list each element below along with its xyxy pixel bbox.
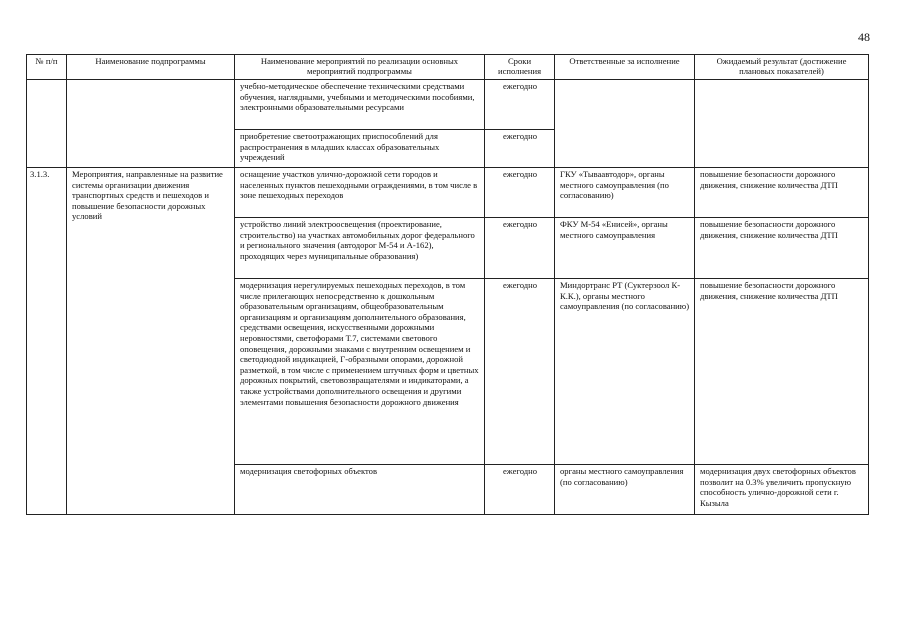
row-subprogram-cell [67,80,235,168]
table-row [27,80,869,130]
row-responsible: органы местного самоуправления (по согласованию) [555,465,695,515]
header-responsible: Ответственные за исполнение [555,55,695,80]
row-result-cell [695,80,869,168]
row-subprogram: Мероприятия, направленные на развитие системы организации движения транспортных средств и пешеходов и повышение безопасности дорожных условий [67,168,235,515]
row-activity: приобретение светоотражающих приспособлений для распространения в младших классах образовательных учреждений [235,130,485,168]
row-responsible: ГКУ «Тываавтодор», органы местного самоуправления (по согласованию) [555,168,695,218]
row-term: ежегодно [485,80,555,130]
row-term: ежегодно [485,218,555,279]
row-responsible-cell [555,80,695,168]
header-subprogram: Наименование подпрограммы [67,55,235,80]
page-number: 48 [858,30,870,44]
table-header-row [27,55,869,80]
row-responsible: Миндортранс РТ (Суктерзоол К-К.К.), органы местного самоуправления (по согласованию) [555,279,695,465]
row-activity: модернизация светофорных объектов [235,465,485,515]
row-activity: модернизация нерегулируемых пешеходных переходов, в том числе прилегающих непосредственно к дошкольным образовательным организациям, общеобразовательным организациям и организациям дополнительного образования, средствами освещения, искусственными дорожными неровностями, светофорами Т.7, системами светового оповещения, дорожными знаками с внутренним освещением и светодиодной индикацией, Г-образными опорами, дорожной разметкой, в том числе с применением штучных форм и цветных дорожных покрытий, световозвращателями и индикаторами, а также устройствами дополнительного освещения и другими элементами повышения безопасности дорожного движения [235,279,485,465]
row-activity: учебно-методическое обеспечение техническими средствами обучения, наглядными, учебными и методическими пособиями, электронными образовательными ресурсами [235,80,485,130]
subprogram-activities-table [26,54,869,515]
row-term: ежегодно [485,130,555,168]
header-num: № п/п [27,55,67,80]
row-responsible: ФКУ М-54 «Енисей», органы местного самоуправления [555,218,695,279]
row-result: повышение безопасности дорожного движения, снижение количества ДТП [695,168,869,218]
header-result: Ожидаемый результат (достижение плановых показателей) [695,55,869,80]
header-activity: Наименование мероприятий по реализации основных мероприятий подпрограммы [235,55,485,80]
header-term: Сроки исполнения [485,55,555,80]
row-result: повышение безопасности дорожного движения, снижение количества ДТП [695,218,869,279]
row-activity: оснащение участков улично-дорожной сети городов и населенных пунктов пешеходными ограждениями, в том числе в зоне пешеходных переходов [235,168,485,218]
row-result: повышение безопасности дорожного движения, снижение количества ДТП [695,279,869,465]
row-num: 3.1.3. [27,168,67,515]
row-term: ежегодно [485,279,555,465]
row-term: ежегодно [485,465,555,515]
row-result: модернизация двух светофорных объектов позволит на 0.3% увеличить пропускную способность улично-дорожной сети г. Кызыла [695,465,869,515]
row-activity: устройство линий электроосвещения (проектирование, строительство) на участках автомобильных дорог федерального и регионального значения (автодорог М-54 и А-162), проходящих через муниципальные образования) [235,218,485,279]
table-row [27,168,869,218]
row-term: ежегодно [485,168,555,218]
row-num-cell [27,80,67,168]
